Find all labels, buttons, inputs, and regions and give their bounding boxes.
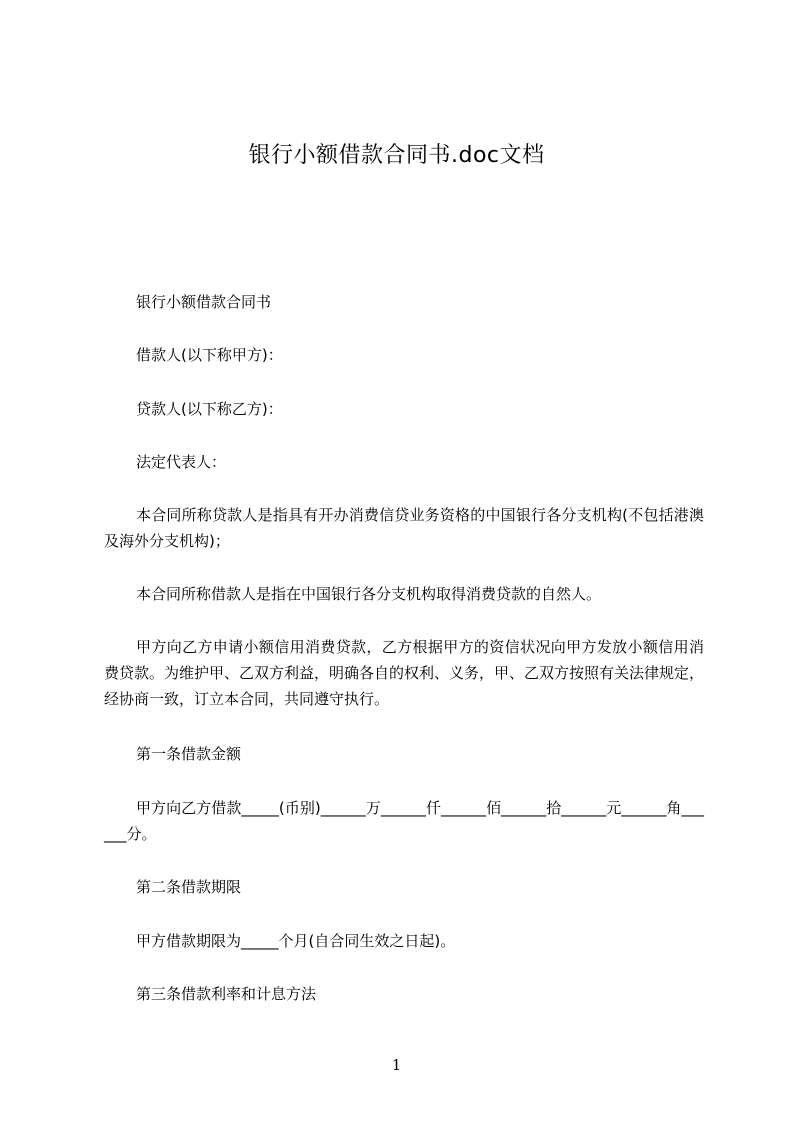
paragraph-legal-representative: 法定代表人： xyxy=(136,453,227,471)
heading-article-3: 第三条借款利率和计息方法 xyxy=(136,985,317,1003)
paragraph-lender: 贷款人(以下称乙方)： xyxy=(136,400,283,418)
paragraph-loan-term: 甲方借款期限为_____个月(自合同生效之日起)。 xyxy=(136,932,456,950)
paragraph-borrower: 借款人(以下称甲方)： xyxy=(136,346,283,364)
paragraph-loan-amount: 甲方向乙方借款_____(币别)______万______仟______佰______拾______元______角______分。 xyxy=(104,799,704,843)
paragraph-contract-name: 银行小额借款合同书 xyxy=(136,293,272,311)
heading-article-1: 第一条借款金额 xyxy=(136,745,242,763)
paragraph-borrower-definition: 本合同所称借款人是指在中国银行各分支机构取得消费贷款的自然人。 xyxy=(136,585,602,603)
heading-article-2: 第二条借款期限 xyxy=(136,878,242,896)
page-number: 1 xyxy=(391,1056,402,1074)
paragraph-lender-definition: 本合同所称贷款人是指具有开办消费信贷业务资格的中国银行各分支机构(不包括港澳及海外分支机构)； xyxy=(104,506,704,550)
document-title: 银行小额借款合同书.doc文档 xyxy=(248,143,545,168)
paragraph-preamble: 甲方向乙方申请小额信用消费贷款，乙方根据甲方的资信状况向甲方发放小额信用消费贷款。为维护甲、乙双方利益，明确各自的权利、义务，甲、乙双方按照有关法律规定，经协商一致，订立本合同，共同遵守执行。 xyxy=(104,638,705,708)
